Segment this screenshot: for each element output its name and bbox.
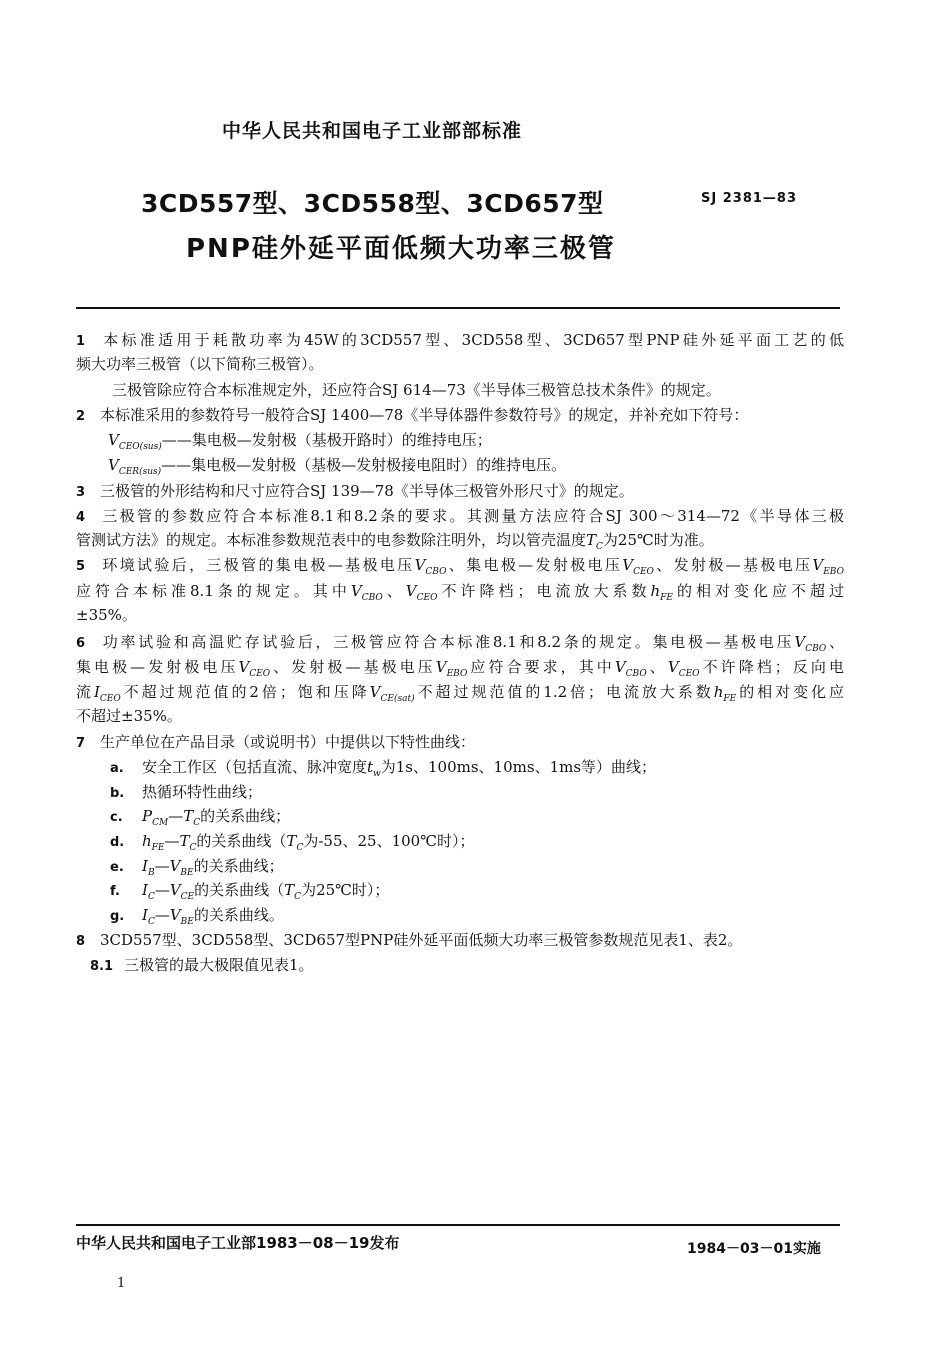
clause-8-1-line-1: 8.1 三极管的最大极限值见表1。	[90, 956, 314, 974]
clause-5-line-3: ±35%。	[76, 606, 137, 624]
standard-number: SJ 2381—83	[701, 191, 797, 206]
footer-divider	[76, 1224, 840, 1226]
clause-5-line-1: 5 环境试验后，三极管的集电极—基极电压$V_{CBO}$、集电极—发射极电压$V_{CEO}$、发射极—基极电压$V_{EBO}$	[76, 556, 844, 577]
clause-4-line-1: 4 三极管的参数应符合本标准8.1和8.2条的要求。其测量方法应符合SJ 300～314—72《半导体三极	[76, 507, 844, 525]
clause-2-line-1: 2 本标准采用的参数符号一般符合SJ 1400—78《半导体器件参数符号》的规定，并补充如下符号：	[76, 406, 749, 424]
clause-6-line-1: 6 功率试验和高温贮存试验后，三极管应符合本标准8.1和8.2条的规定。集电极—基极电压$V_{CBO}$、	[76, 633, 844, 654]
list-item: b. 热循环特性曲线；	[110, 783, 263, 801]
document-title-line2: PNP硅外延平面低频大功率三极管	[186, 234, 616, 264]
clause-6-line-2: 集电极—发射极电压$V_{CEO}$、发射极—基极电压$V_{EBO}$应符合要求，其中$V_{CBO}$、$V_{CEO}$不许降档；反向电	[76, 658, 844, 679]
issuing-authority-header: 中华人民共和国电子工业部部标准	[222, 120, 523, 142]
issue-date: 中华人民共和国电子工业部1983－08－19发布	[76, 1234, 400, 1252]
clause-8-line-1: 8 3CD557型、3CD558型、3CD657型PNP硅外延平面低频大功率三极管参数规范见表1、表2。	[76, 931, 743, 949]
clause-7-line-1: 7 生产单位在产品目录（或说明书）中提供以下特性曲线：	[76, 733, 476, 751]
list-item: d. $h_{FE}—T_C$的关系曲线（$T_C$为-55、25、100℃时）；	[110, 832, 475, 853]
list-item: g. $I_C—V_{BE}$的关系曲线。	[110, 906, 284, 927]
page-number: 1	[117, 1276, 126, 1291]
list-item: f. $I_C—V_{CE}$的关系曲线（$T_C$为25℃时）；	[110, 881, 390, 902]
list-item: a. 安全工作区（包括直流、脉冲宽度$t_w$为1s、100ms、10ms、1ms等）曲线；	[110, 758, 657, 779]
list-item: c. $P_{CM}—T_C$的关系曲线；	[110, 807, 291, 828]
clause-6-line-4: 不超过±35%。	[76, 707, 182, 725]
clause-number: 1	[76, 334, 86, 349]
clause-1-line-3: 三极管除应符合本标准规定外，还应符合SJ 614—73《半导体三极管总技术条件》的规定。	[112, 381, 721, 399]
clause-1-line-2: 频大功率三极管（以下简称三极管）。	[76, 355, 324, 373]
clause-4-line-2: 管测试方法》的规定。本标准参数规范表中的电参数除注明外，均以管壳温度$T_C$为25℃时为准。	[76, 531, 714, 552]
clause-5-line-2: 应符合本标准8.1条的规定。其中$V_{CBO}$、$V_{CEO}$不许降档；电流放大系数$h_{FE}$的相对变化应不超过	[76, 582, 844, 603]
clause-1-line-1: 1 本标准适用于耗散功率为45W的3CD557型、3CD558型、3CD657型PNP硅外延平面工艺的低	[76, 330, 844, 352]
clause-2-symbol-def-1: $V_{CEO(sus)}——$集电极—发射极（基极开路时）的维持电压；	[108, 431, 492, 452]
clause-6-line-3: 流$I_{CEO}$不超过规范值的2倍；饱和压降$V_{CE(sat)}$不超过规范值的1.2倍；电流放大系数$h_{FE}$的相对变化应	[76, 683, 844, 704]
effective-date: 1984－03－01实施	[687, 1241, 821, 1257]
clause-2-symbol-def-2: $V_{CER(sus)}——$集电极—发射极（基极—发射极接电阻时）的维持电压。	[108, 456, 567, 477]
list-item: e. $I_B—V_{BE}$的关系曲线；	[110, 857, 284, 878]
clause-3-line-1: 3 三极管的外形结构和尺寸应符合SJ 139—78《半导体三极管外形尺寸》的规定。	[76, 482, 634, 500]
header-divider	[76, 307, 840, 309]
document-title-line1: 3CD557型、3CD558型、3CD657型	[141, 189, 604, 218]
